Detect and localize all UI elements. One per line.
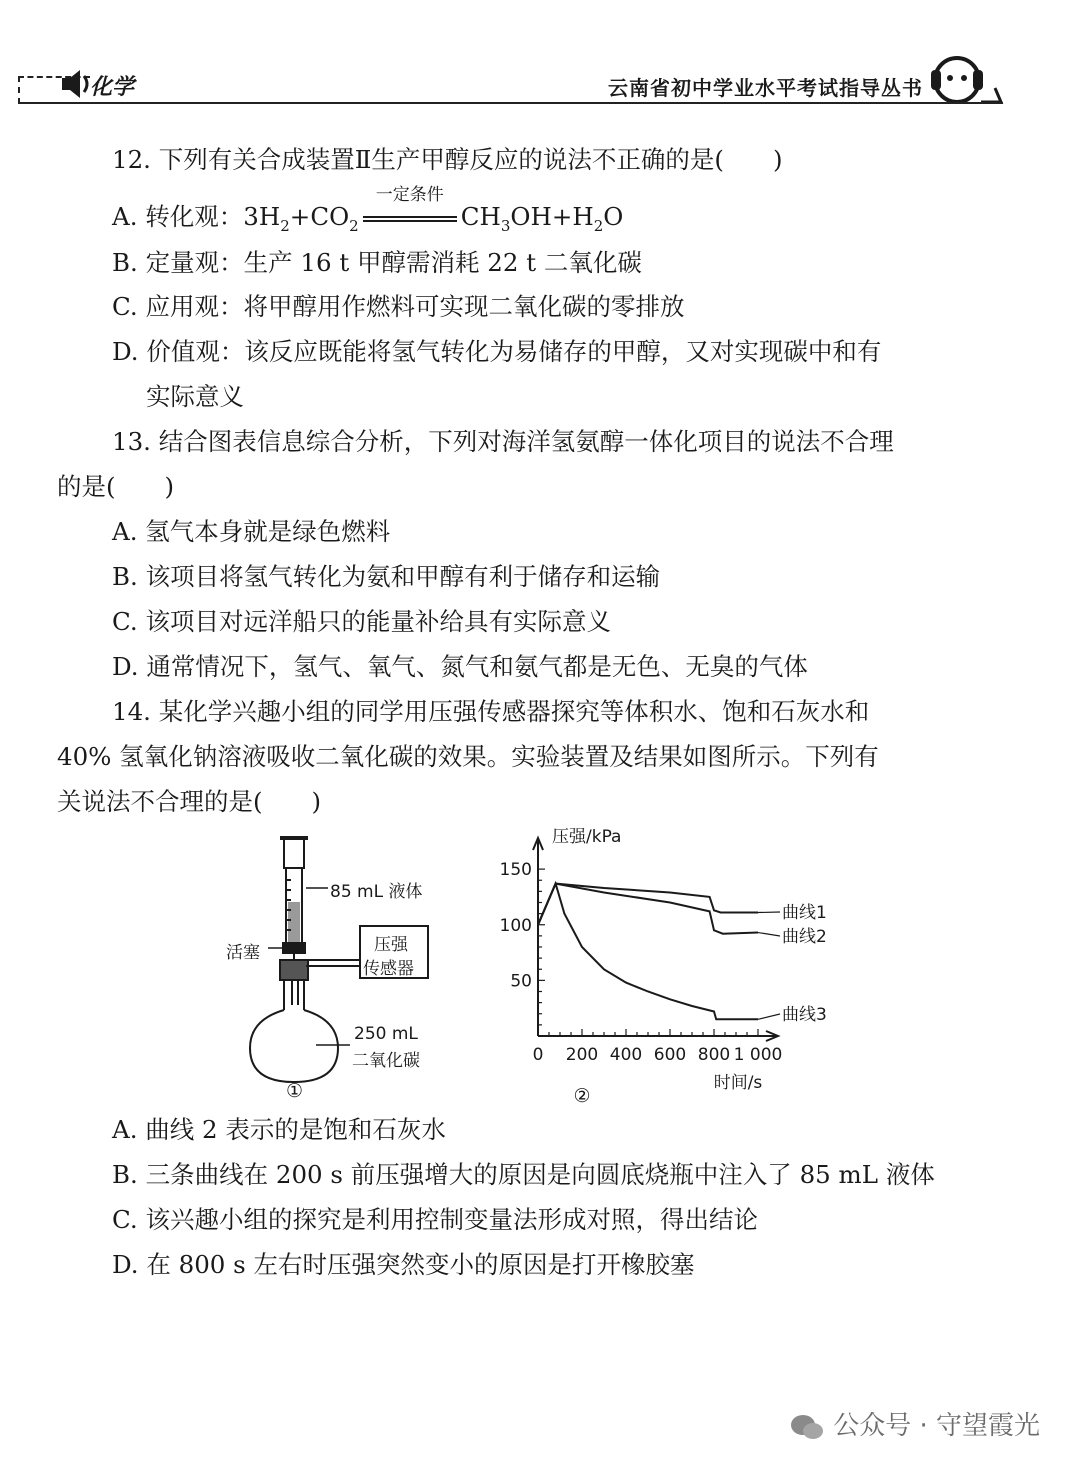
page-header xyxy=(18,62,1003,108)
x-tick-label: 800 xyxy=(697,1045,731,1065)
y-axis-label: 压强/kPa xyxy=(552,827,622,847)
series-line xyxy=(538,884,758,925)
q12-a-3h: 3H xyxy=(243,202,281,231)
series-label: 曲线3 xyxy=(782,1005,827,1025)
header-rule xyxy=(18,102,1003,104)
q14-stem: 14. 某化学兴趣小组的同学用压强传感器探究等体积水、饱和石灰水和 xyxy=(112,697,870,726)
speaker-icon xyxy=(58,66,92,102)
watermark-text: 公众号 · 守望霞光 xyxy=(833,1411,1040,1441)
x-tick-label: 1 000 xyxy=(733,1045,783,1065)
q13-option-b: B. 该项目将氢气转化为氨和甲醇有利于储存和运输 xyxy=(112,562,661,591)
x-axis-label: 时间/s xyxy=(713,1073,763,1093)
q13-stem: 13. 结合图表信息综合分析，下列对海洋氢氨醇一体化项目的说法不合理 xyxy=(112,427,894,456)
q14-option-a: A. 曲线 2 表示的是饱和石灰水 xyxy=(112,1115,446,1144)
q12-a-o: O xyxy=(603,202,624,231)
series-line xyxy=(538,884,758,1020)
chart-caption: ② xyxy=(573,1085,591,1107)
q12-option-a xyxy=(112,185,624,241)
q12-a-co: +CO xyxy=(289,202,350,231)
series-label-leader xyxy=(758,912,780,913)
q12-a-ch: CH xyxy=(460,202,501,231)
y-tick-label: 150 xyxy=(499,860,532,881)
q14-option-b: B. 三条曲线在 200 s 前压强增大的原因是向圆底烧瓶中注入了 85 mL 液体 xyxy=(112,1160,935,1189)
headphone-mascot-icon xyxy=(923,52,1003,106)
series-label-leader xyxy=(758,933,780,936)
q13-stem-cont: 的是( ) xyxy=(57,472,175,501)
q12-option-c: C. 应用观：将甲醇用作燃料可实现二氧化碳的零排放 xyxy=(112,292,685,321)
q13-option-d: D. 通常情况下，氢气、氧气、氮气和氨气都是无色、无臭的气体 xyxy=(112,652,808,681)
q14-option-d: D. 在 800 s 左右时压强突然变小的原因是打开橡胶塞 xyxy=(112,1250,695,1279)
series-label: 曲线2 xyxy=(782,927,827,947)
q14-stem-cont2: 关说法不合理的是( ) xyxy=(57,787,322,816)
x-tick-label: 400 xyxy=(609,1045,643,1065)
liquid-label: 85 mL 液体 xyxy=(330,882,423,902)
q13-option-c: C. 该项目对远洋船只的能量补给具有实际意义 xyxy=(112,607,611,636)
x-tick-label: 600 xyxy=(653,1045,687,1065)
x-tick-label: 200 xyxy=(565,1045,599,1065)
series-label-leader xyxy=(758,1014,780,1019)
series-label: 曲线1 xyxy=(782,903,827,923)
stopper-and-flask xyxy=(250,960,360,1082)
q12-a-sub: 3 xyxy=(500,216,511,235)
q12-a-sub: 2 xyxy=(593,216,604,235)
pressure-chart xyxy=(490,826,827,1107)
y-tick-label: 100 xyxy=(499,915,532,936)
q12-option-d: D. 价值观：该反应既能将氢气转化为易储存的甲醇，又对实现碳中和有 xyxy=(112,337,882,366)
q12-a-oh: OH+H xyxy=(510,202,594,231)
watermark xyxy=(789,1405,1040,1442)
y-tick-label: 50 xyxy=(510,971,532,992)
q12-a-prefix: A. 转化观： xyxy=(112,202,244,231)
valve-label: 活塞 xyxy=(226,943,260,963)
q12-a-sub: 2 xyxy=(349,216,359,235)
apparatus-caption: ① xyxy=(286,1080,304,1102)
q14-stem-cont1: 40% 氢氧化钠溶液吸收二氧化碳的效果。实验装置及结果如图所示。下列有 xyxy=(57,742,879,771)
q13-option-a: A. 氢气本身就是绿色燃料 xyxy=(112,517,391,546)
sensor-label-2: 传感器 xyxy=(363,959,414,979)
q12-option-b: B. 定量观：生产 16 t 甲醇需消耗 22 t 二氧化碳 xyxy=(112,248,642,277)
apparatus-figure xyxy=(220,830,460,1105)
q12-option-d-cont: 实际意义 xyxy=(146,382,244,411)
flask-label-1: 250 mL xyxy=(354,1024,418,1044)
q14-option-c: C. 该兴趣小组的探究是利用控制变量法形成对照，得出结论 xyxy=(112,1205,758,1234)
q12-a-sub: 2 xyxy=(280,216,290,235)
q12-a-condition: 一定条件 xyxy=(375,185,444,205)
q12-a-condition-arrow xyxy=(359,185,461,232)
sensor-label-1: 压强 xyxy=(374,935,408,955)
header-series-title: 云南省初中学业水平考试指导丛书 xyxy=(608,76,923,100)
valve-handle xyxy=(282,942,306,954)
x-tick-label: 0 xyxy=(532,1045,544,1065)
wechat-icon xyxy=(789,1412,825,1442)
header-subject: 化学 xyxy=(90,75,135,100)
q12-stem: 12. 下列有关合成装置Ⅱ生产甲醇反应的说法不正确的是( ) xyxy=(112,145,783,174)
flask-label-2: 二氧化碳 xyxy=(352,1051,420,1071)
